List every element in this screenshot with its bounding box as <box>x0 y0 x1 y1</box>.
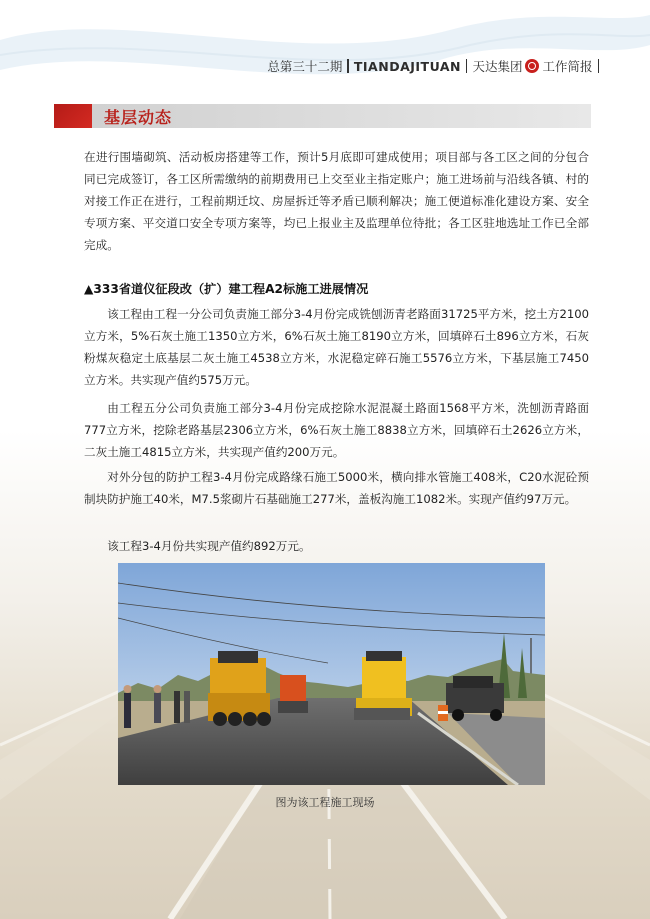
article-paragraph: 由工程五分公司负责施工部分3-4月份完成挖除水泥混凝土路面1568平方米，洗刨沥青路面777立方米，挖除老路基层2306立方米，6%石灰土施工8838立方米，回填碎石土2626立方米，二灰土施工4815立方米，共实现产值约200万元。 <box>84 401 589 459</box>
page-header <box>0 55 650 77</box>
publication-name: 工作简报 <box>542 59 593 74</box>
article-paragraph: 该工程由工程一分公司负责施工部分3-4月份完成铣刨沥青老路面31725平方米，挖土方2100立方米，5%石灰土施工1350立方米，6%石灰土施工8190立方米，回填碎石土896立方米，石灰粉煤灰稳定土底基层二灰土施工4538立方米，水泥稳定碎石施工5576立方米，下基层施工7450立方米。共实现产值约575万元。 <box>84 307 589 387</box>
brand-name: TIANDAJITUAN <box>353 58 461 74</box>
photo-caption: 图为该工程施工现场 <box>275 796 375 809</box>
header-divider <box>466 59 468 73</box>
construction-site-photo <box>118 563 545 785</box>
section-title: 基层动态 <box>104 108 173 127</box>
issue-number: 总第三十二期 <box>267 59 343 74</box>
group-name: 天达集团 <box>472 59 523 74</box>
intro-paragraph: 在进行围墙砌筑、活动板房搭建等工作，预计5月底即可建成使用；项目部与各工区之间的分包合同已完成签订，各工区所需缴纳的前期费用已上交至业主指定账户；施工进场前与沿线各镇、村的对接工作正在进行，工程前期迁坟、房屋拆迁等矛盾已顺利解决；施工便道标准化建设方案、安全专项方案、平交道口安全专项方案等，均已上报业主及监理单位待批；各工区驻地选址工作已全部完成。 <box>84 150 589 252</box>
header-divider <box>347 59 349 73</box>
header-line <box>267 57 604 75</box>
section-title-bar <box>54 104 591 128</box>
header-divider <box>598 59 600 73</box>
section-accent-block <box>54 104 92 128</box>
article-paragraph: 该工程3-4月份共实现产值约892万元。 <box>107 539 311 553</box>
article-paragraph: 对外分包的防护工程3-4月份完成路缘石施工5000米，横向排水管施工408米，C20水泥砼预制块防护施工40米，M7.5浆砌片石基础施工277米，盖板沟施工1082米。实现产值约97万元。 <box>84 470 589 506</box>
group-logo-icon <box>525 59 539 73</box>
article-heading: ▲333省道仪征段改（扩）建工程A2标施工进展情况 <box>84 282 369 296</box>
